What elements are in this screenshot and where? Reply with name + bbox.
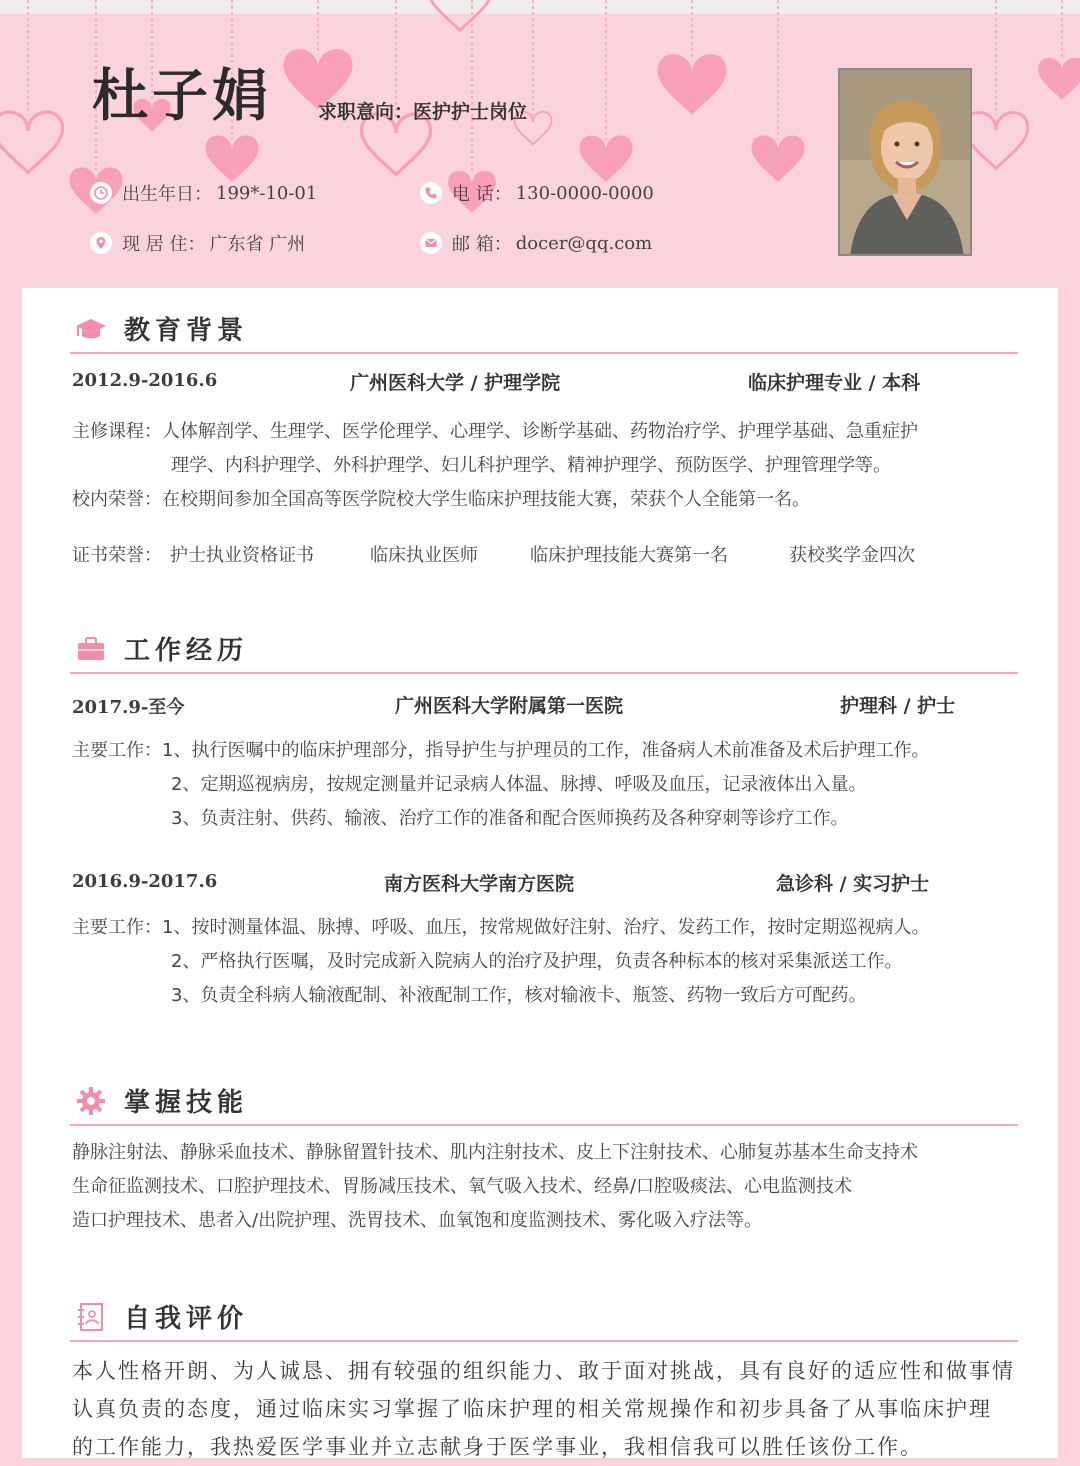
self-eval-line: 的工作能力，我热爱医学事业并立志献身于医学事业，我相信我可以胜任该份工作。 xyxy=(72,1435,923,1459)
profile-card-icon xyxy=(74,1302,108,1332)
duties-label: 主要工作： xyxy=(72,740,162,761)
self-eval-header xyxy=(74,1298,248,1335)
candidate-name: 杜子娟 xyxy=(92,64,272,129)
self-eval-text xyxy=(72,1352,1017,1466)
residence-info xyxy=(90,230,305,256)
skills-list xyxy=(72,1136,918,1238)
skills-line: 生命征监测技术、口腔护理技术、胃肠减压技术、氧气吸入技术、经鼻/口腔吸痰法、心电监测技术 xyxy=(72,1176,853,1197)
duty-item: 3、负责注射、供药、输液、治疗工作的准备和配合医师换药及各种穿刺等诊疗工作。 xyxy=(171,808,849,829)
courses-line-1: 人体解剖学、生理学、医学伦理学、心理学、诊断学基础、药物治疗学、护理学基础、急重症护 xyxy=(162,421,918,442)
job-intent-label: 求职意向： xyxy=(318,101,414,123)
briefcase-icon xyxy=(74,634,108,664)
certificate-item: 获校奖学金四次 xyxy=(789,545,915,566)
education-date: 2012.9-2016.6 xyxy=(72,370,218,391)
work-title: 工作经历 xyxy=(124,636,249,666)
email-label: 邮 箱： xyxy=(452,234,512,255)
birth-info xyxy=(90,180,317,206)
email-value: docer@qq.com xyxy=(515,232,653,254)
education-title: 教育背景 xyxy=(124,316,249,346)
profile-photo xyxy=(838,68,972,256)
courses-label: 主修课程： xyxy=(72,421,162,442)
duty-item: 2、定期巡视病房，按规定测量并记录病人体温、脉搏、呼吸及血压，记录液体出入量。 xyxy=(171,774,867,795)
phone-label: 电 话： xyxy=(452,184,512,205)
phone-info xyxy=(420,180,654,206)
skills-line: 静脉注射法、静脉采血技术、静脉留置针技术、肌内注射技术、皮上下注射技术、心肺复苏基本生命支持术 xyxy=(72,1142,918,1163)
education-divider xyxy=(70,352,1018,354)
courses-block xyxy=(72,415,918,517)
job-organization: 南方医科大学南方医院 xyxy=(384,873,575,895)
duty-item: 3、负责全科病人输液配制、补液配制工作，核对输液卡、瓶签、药物一致后方可配药。 xyxy=(171,985,867,1006)
skills-divider xyxy=(70,1124,1018,1126)
certificate-item: 临床执业医师 xyxy=(370,545,478,566)
job-organization: 广州医科大学附属第一医院 xyxy=(395,695,624,717)
birth-value: 199*-10-01 xyxy=(216,182,318,204)
residence-value: 广东省 广州 xyxy=(209,234,306,255)
education-school: 广州医科大学 / 护理学院 xyxy=(350,372,561,394)
location-pin-icon xyxy=(90,232,112,254)
phone-icon xyxy=(420,182,442,204)
certificate-item: 临床护理技能大赛第一名 xyxy=(530,545,728,566)
clock-icon xyxy=(90,182,112,204)
envelope-icon xyxy=(420,232,442,254)
residence-label: 现 居 住： xyxy=(122,234,206,255)
certificates-label: 证书荣誉： xyxy=(72,545,162,566)
certificates-row xyxy=(72,541,162,567)
duties-label: 主要工作： xyxy=(72,917,162,938)
gear-icon xyxy=(74,1086,108,1116)
work-divider xyxy=(70,672,1018,674)
honors-label: 校内荣誉： xyxy=(72,489,162,510)
portrait-illustration xyxy=(840,70,972,256)
job-date: 2017.9-至今 xyxy=(72,697,185,718)
job-date: 2016.9-2017.6 xyxy=(72,871,218,892)
duty-item: 1、按时测量体温、脉搏、呼吸、血压，按常规做好注射、治疗、发药工作，按时定期巡视病人。 xyxy=(162,917,930,938)
self-eval-line: 本人性格开朗、为人诚恳、拥有较强的组织能力、敢于面对挑战，具有良好的适应性和做事情 xyxy=(72,1359,1015,1383)
job-duties xyxy=(72,911,929,1013)
skills-title: 掌握技能 xyxy=(124,1088,249,1118)
education-major: 临床护理专业 / 本科 xyxy=(748,372,921,394)
job-duties xyxy=(72,734,929,836)
job-intent xyxy=(318,97,527,124)
skills-header xyxy=(74,1082,248,1119)
birth-label: 出生年日： xyxy=(122,184,212,205)
self-eval-title: 自我评价 xyxy=(124,1304,249,1334)
education-header xyxy=(74,310,248,347)
honors-value: 在校期间参加全国高等医学院校大学生临床护理技能大赛，荣获个人全能第一名。 xyxy=(162,489,810,510)
graduation-cap-icon xyxy=(74,314,108,344)
courses-line-2: 理学、内科护理学、外科护理学、妇儿科护理学、精神护理学、预防医学、护理管理学等。 xyxy=(171,455,891,476)
self-eval-line: 认真负责的态度，通过临床实习掌握了临床护理的相关常规操作和初步具备了从事临床护理 xyxy=(72,1397,992,1421)
duty-item: 1、执行医嘱中的临床护理部分，指导护生与护理员的工作，准备病人术前准备及术后护理工作。 xyxy=(162,740,930,761)
job-intent-value: 医护护士岗位 xyxy=(413,101,528,123)
skills-line: 造口护理技术、患者入/出院护理、洗胃技术、血氧饱和度监测技术、雾化吸入疗法等。 xyxy=(72,1210,763,1231)
job-role: 护理科 / 护士 xyxy=(840,695,956,717)
certificate-item: 护士执业资格证书 xyxy=(170,545,314,566)
work-header xyxy=(74,630,248,667)
self-eval-divider xyxy=(70,1340,1018,1342)
job-role: 急诊科 / 实习护士 xyxy=(776,873,930,895)
duty-item: 2、严格执行医嘱，及时完成新入院病人的治疗及护理，负责各种标本的核对采集派送工作。 xyxy=(171,951,903,972)
email-info xyxy=(420,230,652,256)
phone-value: 130-0000-0000 xyxy=(515,182,654,204)
